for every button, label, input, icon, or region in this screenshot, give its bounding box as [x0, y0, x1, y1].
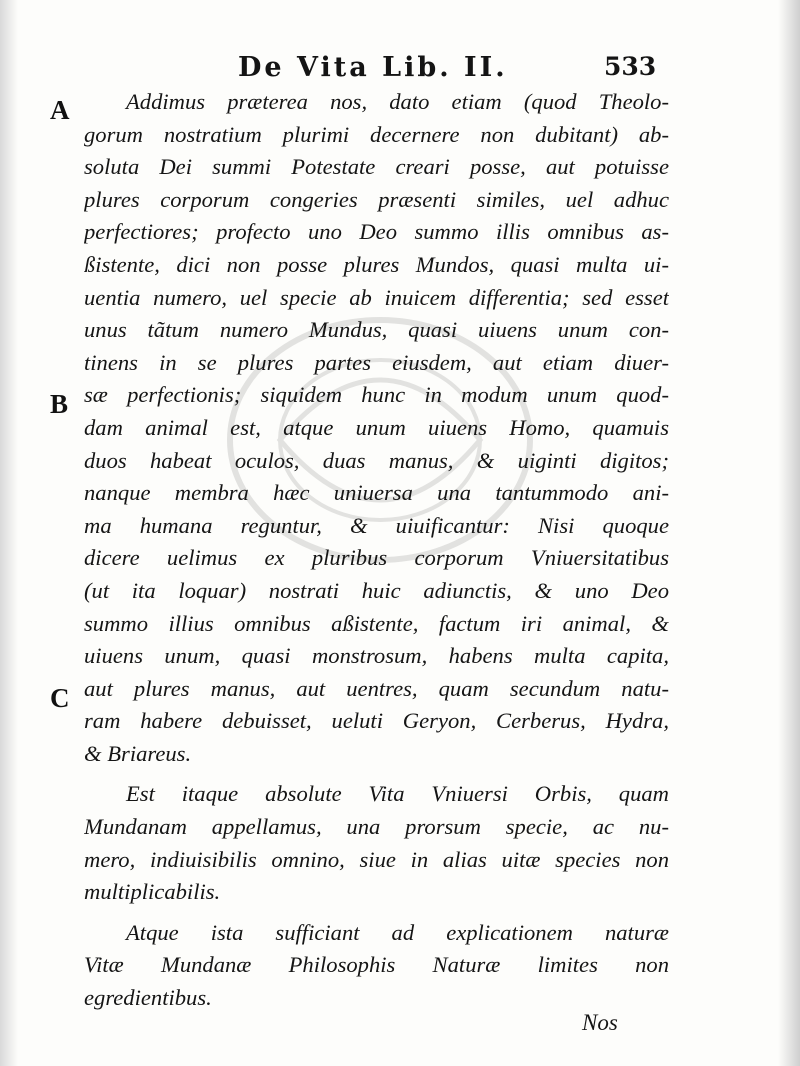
text-line: nanque membra hæc uniuersa una tantummodo ani- — [84, 480, 669, 506]
text-line: dicere uelimus ex pluribus corporum Vniuersitatibus — [84, 545, 669, 571]
catchword: Nos — [582, 1010, 618, 1035]
text-line: & Briareus. — [84, 740, 192, 766]
running-head: De Vita Lib. II. — [238, 52, 508, 83]
text-line: Mundanam appellamus, una prorsum specie, ac nu- — [84, 814, 669, 840]
margin-letter-a: A — [50, 95, 70, 125]
paragraph — [84, 917, 669, 1015]
text-line: perfectiores; profecto uno Deo summo illis omnibus as- — [84, 219, 669, 245]
paragraph — [84, 86, 669, 770]
text-line: uentia numero, uel specie ab inuicem differentia; sed esset — [84, 284, 669, 310]
text-line: Vitæ Mundanæ Philosophis Naturæ limites non — [84, 952, 669, 978]
page-edge-shadow-left — [0, 0, 18, 1066]
text-line: egredientibus. — [84, 985, 212, 1011]
text-line: Addimus præterea nos, dato etiam (quod Theolo- — [126, 89, 669, 114]
text-line: tinens in se plures partes eiusdem, aut etiam diuer- — [84, 349, 669, 375]
text-line: duos habeat oculos, duas manus, & uiginti digitos; — [84, 447, 669, 473]
text-line: ma humana reguntur, & uiuificantur: Nisi quoque — [84, 512, 669, 538]
text-line: uiuens unum, quasi monstrosum, habens multa capita, — [84, 643, 669, 669]
text-line: mero, indiuisibilis omnino, siue in alias uitæ species non — [84, 846, 669, 872]
text-line: unus tãtum numero Mundus, quasi uiuens unum con- — [84, 317, 669, 343]
margin-letter-c: C — [50, 683, 70, 713]
text-line: aut plures manus, aut uentres, quam secundum natu- — [84, 675, 669, 701]
body-text — [84, 86, 669, 1015]
text-line: (ut ita loquar) nostrati huic adiunctis, & uno Deo — [84, 577, 669, 603]
paragraph — [84, 778, 669, 908]
text-line: multiplicabilis. — [84, 879, 221, 905]
text-line: plures corporum congeries præsenti similes, uel adhuc — [84, 186, 669, 212]
text-line: ßistente, dici non posse plures Mundos, quasi multa ui- — [84, 251, 669, 277]
text-line: sæ perfectionis; siquidem hunc in modum unum quod- — [84, 382, 669, 408]
page-number: 533 — [604, 52, 657, 81]
text-line: Est itaque absolute Vita Vniuersi Orbis, quam — [126, 781, 669, 807]
text-line: summo illius omnibus aßistente, factum iri animal, & — [84, 610, 669, 636]
text-line: gorum nostratium plurimi decernere non dubitant) ab- — [84, 121, 669, 147]
text-line: soluta Dei summi Potestate creari posse, aut potuisse — [84, 154, 669, 180]
text-line: dam animal est, atque unum uiuens Homo, quamuis — [84, 414, 669, 440]
text-line: ram habere debuisset, ueluti Geryon, Cerberus, Hydra, — [84, 708, 669, 734]
text-line: Atque ista sufficiant ad explicationem naturæ — [126, 919, 669, 945]
page-edge-shadow-right — [778, 0, 800, 1066]
margin-letter-b: B — [50, 389, 69, 419]
